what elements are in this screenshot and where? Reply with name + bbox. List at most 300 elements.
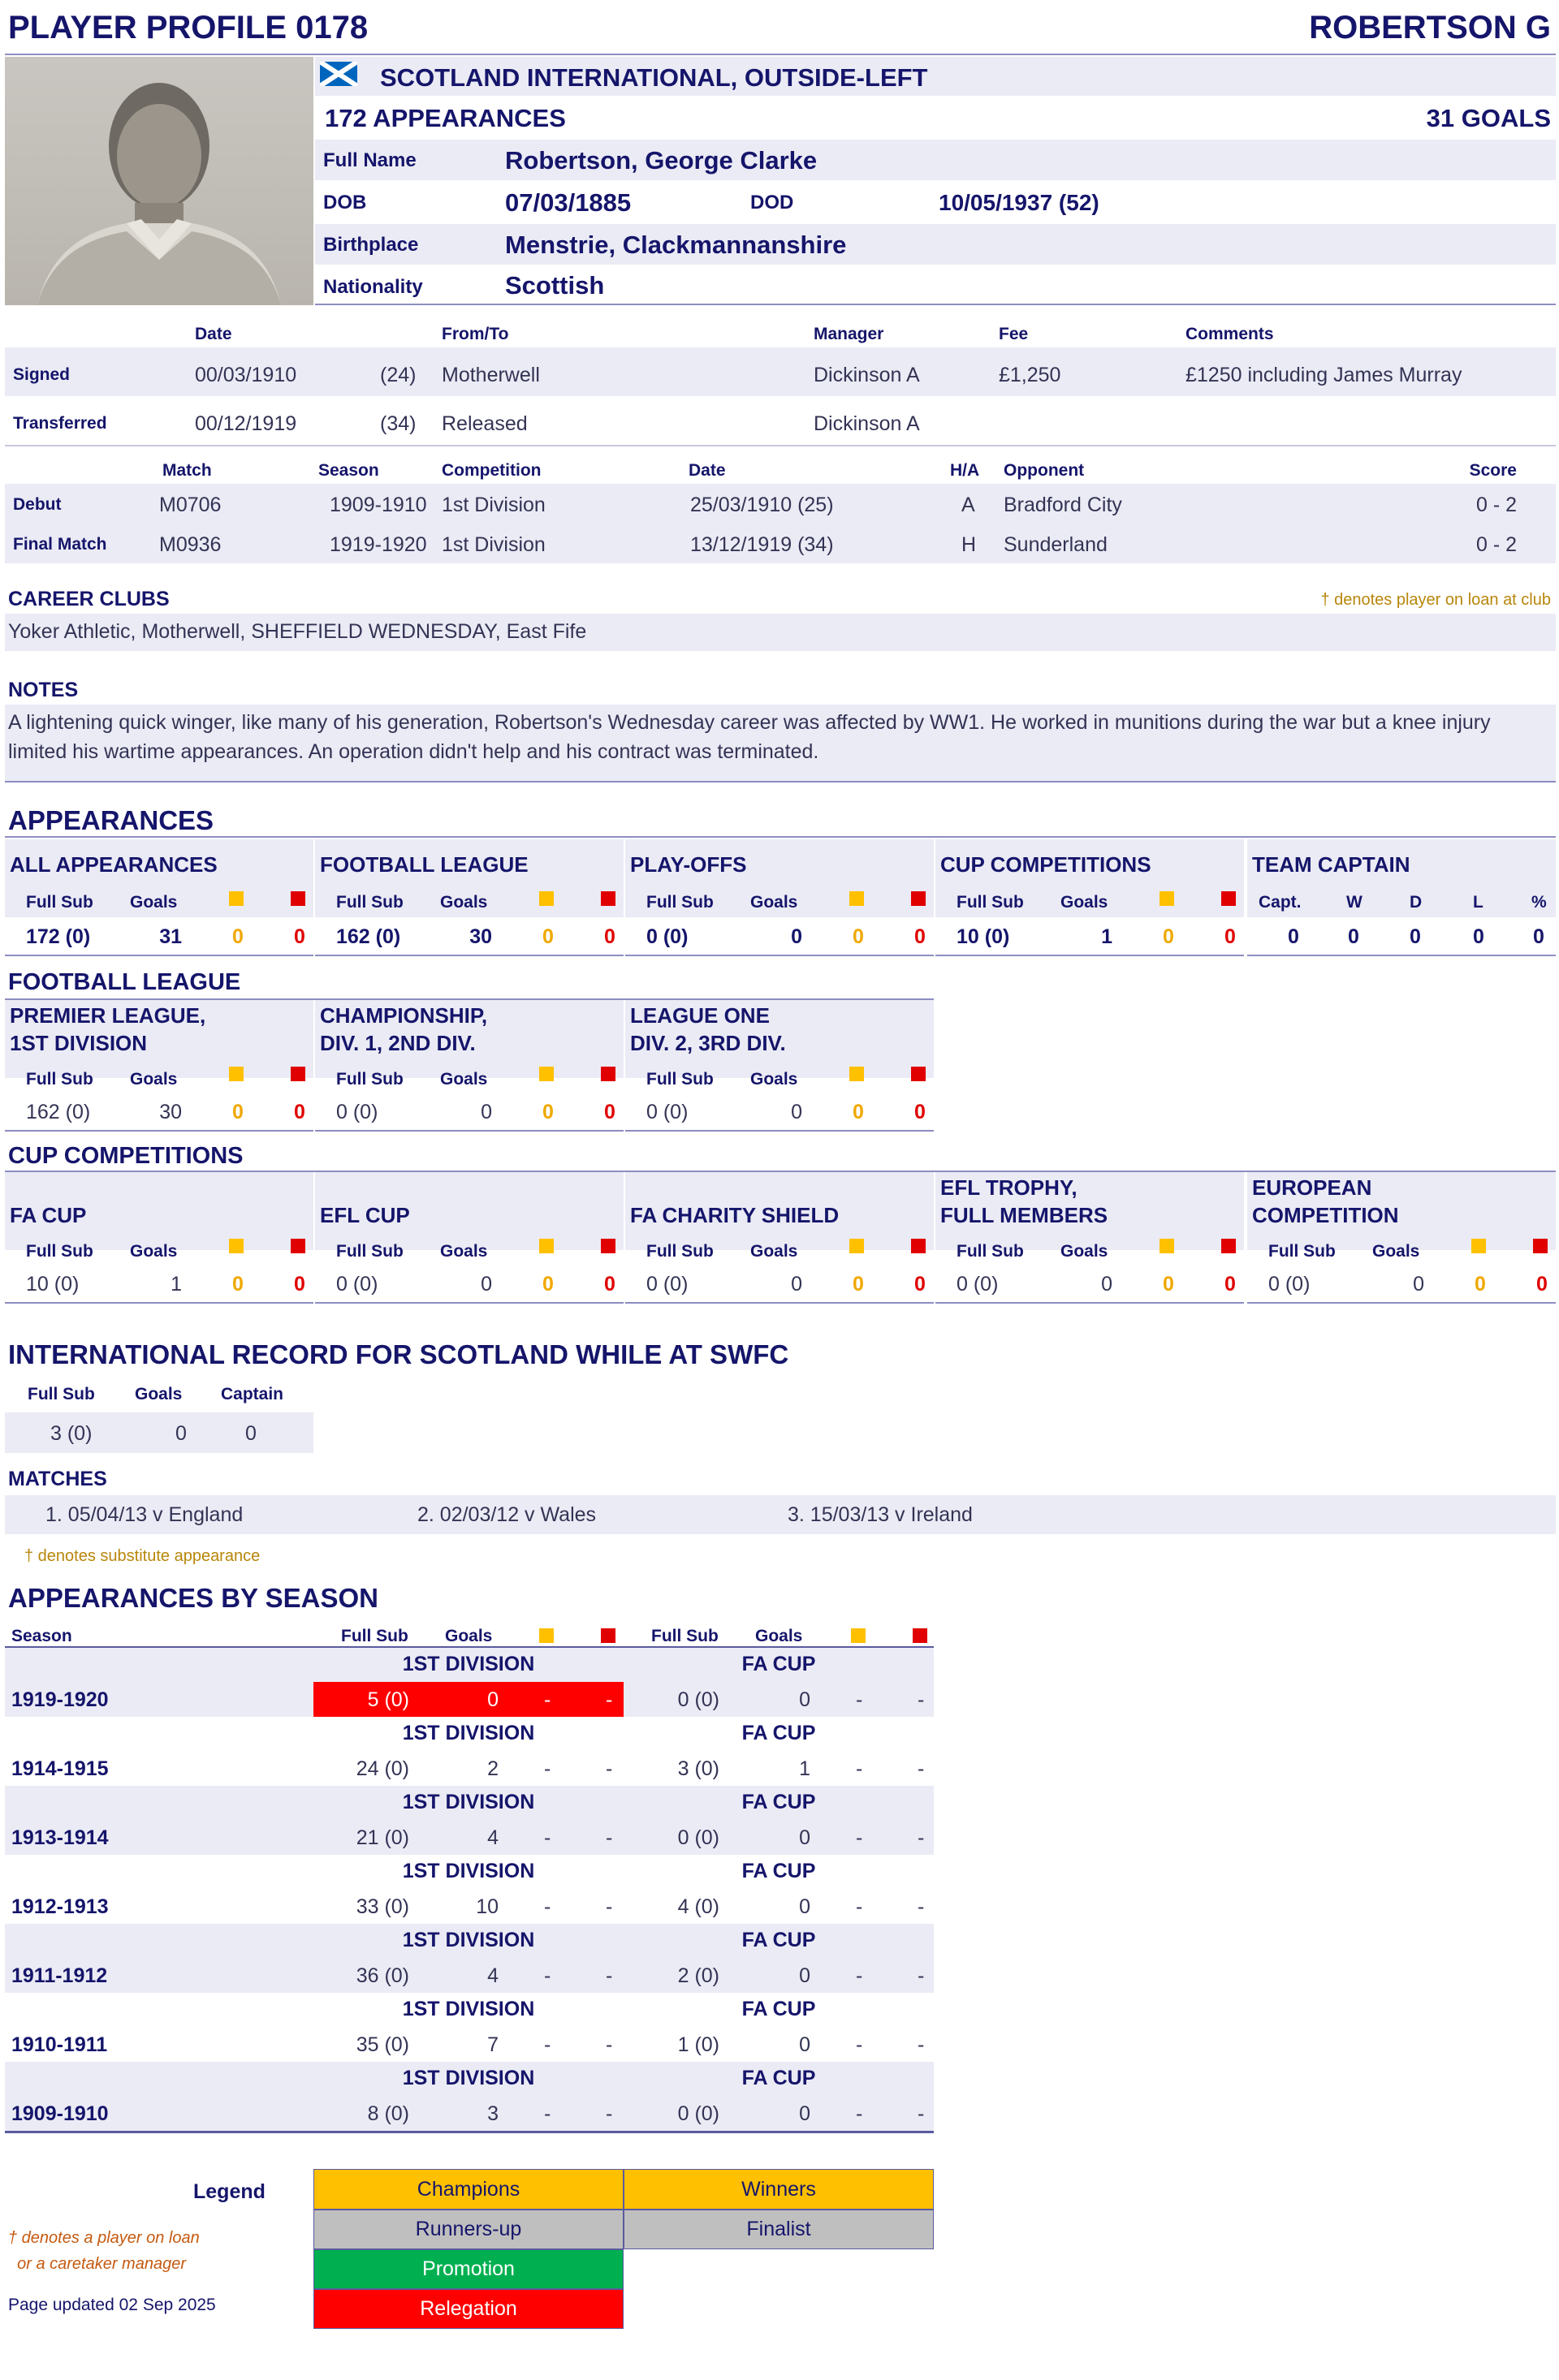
red-cards-value: 0 [604,925,615,948]
league-yellow: - [544,2102,551,2125]
stat-block [5,1172,313,1304]
yellow-card-icon [229,1067,244,1081]
apps-value: 0 (0) [646,1101,689,1123]
loan-note: † denotes player on loan at club [1320,591,1551,609]
cup-apps: 0 (0) [677,2102,719,2125]
apps-value: 162 (0) [336,925,401,948]
goals-header: Goals [750,893,798,912]
cup-red: - [918,1826,925,1849]
red-cards-value: 0 [914,1273,926,1296]
yellow-cards-value: 0 [1163,1273,1174,1296]
birthplace-row [315,224,1556,265]
cup-competition: FA CUP [741,1860,816,1882]
captain-l-header: L [1473,893,1483,912]
legend-title: Legend [193,2180,266,2203]
apps-value: 162 (0) [26,1101,91,1123]
yellow-card-icon [1471,1239,1486,1253]
dob-label: DOB [323,192,367,213]
full-sub-header: Full Sub [646,1242,714,1261]
cup-apps: 0 (0) [677,1688,719,1711]
stat-block-title-1: LEAGUE ONE [630,1003,770,1028]
league-goals: 3 [487,2102,499,2125]
stat-block [625,839,934,956]
league-red: - [606,1895,613,1918]
intl-match: 1. 05/04/13 v England [45,1503,244,1526]
league-yellow: - [544,1826,551,1849]
red-cards-value: 0 [294,1101,305,1123]
legend-finalist: Finalist [624,2210,934,2249]
yellow-cards-value: 0 [853,925,864,948]
intl-record-row [5,1412,313,1453]
match-season: 1919-1920 [330,533,427,556]
by-season-bottom-rule [5,2131,934,2133]
apps-value: 172 (0) [26,925,91,948]
notes-body [5,705,1556,783]
full-sub-header: Full Sub [957,893,1024,912]
stat-block-title-2: COMPETITION [1252,1203,1399,1227]
transfer-manager: Dickinson A [814,412,920,435]
football-league-rule [5,998,934,1000]
intl-captain-header: Captain [221,1385,284,1403]
match-season: 1909-1910 [330,494,427,516]
yellow-card-icon [229,1239,244,1253]
intl-apps: 3 (0) [50,1422,93,1445]
stat-block-title: FOOTBALL LEAGUE [320,852,529,877]
match-opponent-header: Opponent [1004,461,1085,480]
match-competition-header: Competition [442,461,542,480]
player-short-name: ROBERTSON G [1309,10,1551,45]
league-yellow: - [544,2033,551,2056]
goals-header: Goals [130,1242,178,1261]
red-card-icon [291,891,305,906]
full-sub-header: Full Sub [646,893,714,912]
goals-header: Goals [1060,893,1108,912]
full-sub-header: Full Sub [26,1242,93,1261]
career-clubs-row [5,614,1556,651]
cup-goals-header: Goals [755,1627,803,1645]
league-goals: 7 [487,2033,499,2056]
cup-goals: 0 [799,1826,810,1849]
transfer-row-signed [5,347,1556,396]
match-score-header: Score [1469,461,1517,480]
league-apps: 35 (0) [356,2033,409,2056]
cup-red: - [918,1757,925,1780]
season-row [5,1993,934,2062]
cup-red: - [918,1964,925,1987]
legend-loan-note-2: or a caretaker manager [8,2255,186,2273]
stat-block-title: ALL APPEARANCES [10,852,218,877]
match-date-header: Date [689,461,726,480]
stat-block [315,1172,624,1304]
full-sub-header: Full Sub [336,1070,404,1089]
season-label: 1909-1910 [11,2102,109,2125]
red-card-icon [1221,1239,1236,1253]
legend-promotion: Promotion [313,2249,624,2289]
league-apps: 5 (0) [367,1688,409,1711]
full-sub-header: Full Sub [26,893,93,912]
captain-capt-header: Capt. [1259,893,1302,912]
yellow-card-icon [539,1239,554,1253]
red-card-icon [601,891,615,906]
match-id: M0936 [159,533,222,556]
match-ha: H [961,533,977,556]
league-full-sub-header: Full Sub [341,1627,408,1645]
transfer-fee: £1,250 [999,364,1061,386]
yellow-cards-value: 0 [232,1101,244,1123]
intl-goals: 0 [175,1422,187,1445]
season-row [5,1648,934,1717]
season-label: 1910-1911 [11,2033,108,2056]
stat-block-title-1: PREMIER LEAGUE, [10,1003,206,1028]
league-red: - [606,1688,613,1711]
cup-red: - [918,2033,925,2056]
cup-goals: 0 [799,1964,810,1987]
league-yellow: - [544,1895,551,1918]
season-label: 1912-1913 [11,1895,109,1918]
goals-header: Goals [750,1070,798,1089]
yellow-cards-value: 0 [853,1101,864,1123]
red-card-icon [911,891,926,906]
league-goals: 0 [487,1688,499,1711]
nationality-label: Nationality [323,276,423,298]
league-apps: 36 (0) [356,1964,409,1987]
transfer-comments-header: Comments [1185,325,1274,343]
intl-matches-title: MATCHES [8,1468,107,1490]
legend-champions: Champions [313,2169,624,2210]
stat-block [315,1000,624,1132]
league-apps: 8 (0) [367,2102,409,2125]
captain-d-header: D [1410,893,1423,912]
full-sub-header: Full Sub [646,1070,714,1089]
league-competition: 1ST DIVISION [402,1860,535,1882]
yellow-cards-value: 0 [232,1273,244,1296]
match-id-header: Match [162,461,212,480]
league-yellow: - [544,1964,551,1987]
goals-value: 0 [481,1101,492,1123]
full-sub-header: Full Sub [1268,1242,1336,1261]
captain-capt-value: 0 [1288,925,1299,948]
stat-block-title-1: EFL TROPHY, [940,1175,1077,1200]
international-title: INTERNATIONAL RECORD FOR SCOTLAND WHILE AT SWFC [8,1339,789,1369]
apps-value: 0 (0) [646,1273,689,1296]
notes-line-2: limited his wartime appearances. An operation didn't help and his contract was terminated. [8,740,819,763]
red-cards-value: 0 [1224,1273,1236,1296]
apps-value: 0 (0) [336,1101,378,1123]
full-sub-header: Full Sub [336,1242,404,1261]
cup-competition: FA CUP [741,2067,816,2089]
stat-block [5,1000,313,1132]
cup-red: - [918,1688,925,1711]
league-apps: 21 (0) [356,1826,409,1849]
league-competition: 1ST DIVISION [402,1722,535,1744]
yellow-card-icon [851,1628,866,1643]
league-red: - [606,1757,613,1780]
transfer-age: (24) [380,364,417,386]
league-competition: 1ST DIVISION [402,1998,535,2020]
league-goals: 10 [476,1895,499,1918]
league-competition: 1ST DIVISION [402,2067,535,2089]
cup-yellow: - [856,1757,863,1780]
stat-block-title-2: FA CHARITY SHIELD [630,1203,840,1227]
dob-row [315,182,1556,222]
goals-value: 1 [1101,925,1112,948]
match-row-label: Final Match [13,535,107,554]
yellow-cards-value: 0 [1475,1273,1486,1296]
header-rule [5,54,1556,55]
dod-label: DOD [750,192,794,213]
red-cards-value: 0 [294,925,305,948]
stat-block-title-1: CHAMPIONSHIP, [320,1003,488,1028]
season-label: 1914-1915 [11,1757,109,1780]
league-yellow: - [544,1757,551,1780]
goals-value: 30 [469,925,492,948]
yellow-card-icon [849,1067,864,1081]
red-card-icon [913,1628,927,1643]
page-title: PLAYER PROFILE 0178 [8,10,369,45]
apps-value: 0 (0) [336,1273,378,1296]
intl-goals-header: Goals [135,1385,183,1403]
league-competition: 1ST DIVISION [402,1791,535,1813]
transfer-manager-header: Manager [814,325,884,343]
stat-block-title-2: FA CUP [10,1203,87,1227]
dob-value: 07/03/1885 [505,188,632,217]
goals-value: 30 [159,1101,182,1123]
yellow-cards-value: 0 [542,1101,554,1123]
full-name-value: Robertson, George Clarke [505,146,818,175]
league-goals: 4 [487,1964,499,1987]
yellow-card-icon [1160,891,1174,906]
season-row [5,1855,934,1924]
cup-competition: FA CUP [741,1722,816,1744]
red-cards-value: 0 [914,1101,926,1123]
match-opponent: Bradford City [1004,494,1122,516]
goals-value: 0 [791,925,802,948]
red-cards-value: 0 [604,1101,615,1123]
cup-apps: 0 (0) [677,1826,719,1849]
transfer-row-transferred [5,396,1556,445]
matches-table [5,484,1556,563]
red-cards-value: 0 [294,1273,305,1296]
match-row-debut [5,484,1556,524]
captain-d-value: 0 [1410,925,1421,948]
intl-sub-note: † denotes substitute appearance [24,1547,261,1565]
cup-apps: 4 (0) [677,1895,719,1918]
cup-goals: 0 [799,1688,810,1711]
yellow-cards-value: 0 [1163,925,1174,948]
captain-w-header: W [1346,893,1363,912]
total-appearances: 172 APPEARANCES [325,104,566,132]
red-card-icon [291,1067,305,1081]
relegation-highlight [313,1682,624,1717]
season-row [5,1717,934,1786]
season-label: 1911-1912 [11,1964,108,1987]
yellow-cards-value: 0 [853,1273,864,1296]
red-cards-value: 0 [1536,1273,1548,1296]
cup-yellow: - [856,1688,863,1711]
cup-red: - [918,1895,925,1918]
page-updated: Page updated 02 Sep 2025 [8,2296,216,2314]
apps-value: 0 (0) [646,925,689,948]
cup-competition: FA CUP [741,1998,816,2020]
league-apps: 33 (0) [356,1895,409,1918]
captain-pct-header: % [1531,893,1547,912]
goals-header: Goals [1372,1242,1420,1261]
captain-pct-value: 0 [1533,925,1544,948]
yellow-card-icon [539,891,554,906]
match-date: 25/03/1910 (25) [690,494,834,516]
birthplace-value: Menstrie, Clackmannanshire [505,231,847,259]
goals-header: Goals [440,1242,488,1261]
match-ha-header: H/A [950,461,980,480]
league-red: - [606,1964,613,1987]
goals-header: Goals [750,1242,798,1261]
match-opponent: Sunderland [1004,533,1108,556]
match-competition: 1st Division [442,533,546,556]
stat-block-title-2: FULL MEMBERS [940,1203,1108,1227]
apps-value: 10 (0) [26,1273,80,1296]
match-competition: 1st Division [442,494,546,516]
birthplace-label: Birthplace [323,234,419,256]
stat-block-title-2: EFL CUP [320,1203,410,1227]
cup-competition: FA CUP [741,1791,816,1813]
season-row [5,1786,934,1855]
stat-block-title: PLAY-OFFS [630,852,747,877]
stat-block [935,1172,1244,1304]
match-id: M0706 [159,494,222,516]
nationality-row [315,266,1556,305]
transfer-age: (34) [380,412,417,435]
goals-value: 0 [481,1273,492,1296]
stat-block [1247,1172,1556,1304]
league-competition: 1ST DIVISION [402,1653,535,1675]
goals-header: Goals [130,1070,178,1089]
league-red: - [606,1826,613,1849]
red-cards-value: 0 [1224,925,1236,948]
total-goals: 31 GOALS [1426,104,1551,132]
stat-block [5,839,313,956]
match-date: 13/12/1919 (34) [690,533,834,556]
red-card-icon [601,1239,615,1253]
red-card-icon [291,1239,305,1253]
yellow-card-icon [539,1067,554,1081]
league-yellow: - [544,1688,551,1711]
cup-yellow: - [856,2033,863,2056]
cup-competitions-title: CUP COMPETITIONS [8,1143,244,1169]
red-card-icon [911,1239,926,1253]
football-league-title: FOOTBALL LEAGUE [8,969,241,995]
player-photo [5,57,313,305]
team-captain-title: TEAM CAPTAIN [1252,852,1410,877]
cup-full-sub-header: Full Sub [651,1627,719,1645]
season-row [5,1924,934,1993]
legend-winners: Winners [624,2169,934,2210]
season-header: Season [11,1627,72,1645]
goals-value: 0 [791,1273,802,1296]
transfers-table [5,347,1556,445]
stat-block [315,839,624,956]
player-portrait-icon [5,57,313,305]
cup-competitions-rule [5,1171,1556,1172]
transfer-fee-header: Fee [999,325,1029,343]
full-sub-header: Full Sub [26,1070,93,1089]
legend-loan-note-1: † denotes a player on loan [8,2229,200,2247]
league-apps: 24 (0) [356,1757,409,1780]
full-name-row [315,140,1556,180]
goals-value: 0 [791,1101,802,1123]
league-goals-header: Goals [445,1627,493,1645]
yellow-card-icon [229,891,244,906]
apps-value: 0 (0) [1268,1273,1311,1296]
goals-value: 1 [171,1273,182,1296]
legend-runners-up: Runners-up [313,2210,624,2249]
league-goals: 4 [487,1826,499,1849]
goals-value: 0 [1101,1273,1112,1296]
stat-block-title-2: 1ST DIVISION [10,1031,148,1055]
appearances-title: APPEARANCES [8,805,214,835]
transfer-date: 00/12/1919 [195,412,297,435]
international-status: SCOTLAND INTERNATIONAL, OUTSIDE-LEFT [380,63,928,92]
stat-block-title-2: DIV. 2, 3RD DIV. [630,1031,786,1055]
totals-row [315,97,1556,138]
yellow-cards-value: 0 [232,925,244,948]
stat-block-title-1: EUROPEAN [1252,1175,1372,1200]
stat-block-title: CUP COMPETITIONS [940,852,1151,877]
appearances-rule [5,836,1556,838]
intl-full-sub-header: Full Sub [28,1385,95,1403]
transfer-comments: £1250 including James Murray [1185,364,1462,386]
cup-yellow: - [856,1895,863,1918]
international-row [315,57,1556,96]
apps-value: 10 (0) [957,925,1010,948]
cup-apps: 3 (0) [677,1757,719,1780]
season-row [5,2062,934,2131]
goals-header: Goals [440,1070,488,1089]
notes-line-1: A lightening quick winger, like many of his generation, Robertson's Wednesday career was affected by WW1. He worked in munitions during the war but a knee injury [8,711,1491,734]
transfer-row-label: Transferred [13,414,107,433]
stat-block [625,1000,934,1132]
cup-goals: 0 [799,2102,810,2125]
red-card-icon [1221,891,1236,906]
transfer-date-header: Date [195,325,232,343]
stat-block [625,1172,934,1304]
intl-match: 2. 02/03/12 v Wales [417,1503,597,1526]
intl-matches-row [5,1495,1556,1534]
intl-match: 3. 15/03/13 v Ireland [788,1503,973,1526]
transfer-row-label: Signed [13,365,71,384]
yellow-card-icon [849,891,864,906]
cup-goals: 1 [799,1757,810,1780]
cup-apps: 1 (0) [677,2033,719,2056]
goals-value: 0 [1413,1273,1424,1296]
match-score: 0 - 2 [1475,494,1517,516]
by-season-title: APPEARANCES BY SEASON [8,1583,378,1613]
nationality-value: Scottish [505,271,605,300]
captain-w-value: 0 [1348,925,1359,948]
apps-value: 0 (0) [957,1273,999,1296]
transfer-from-to: Motherwell [442,364,540,386]
full-name-label: Full Name [323,149,417,171]
cup-yellow: - [856,1826,863,1849]
notes-title: NOTES [8,679,79,701]
cup-yellow: - [856,1964,863,1987]
red-card-icon [911,1067,926,1081]
career-clubs-title: CAREER CLUBS [8,588,170,610]
goals-header: Goals [130,893,178,912]
goals-header: Goals [440,893,488,912]
league-competition: 1ST DIVISION [402,1929,535,1951]
red-card-icon [601,1067,615,1081]
season-label: 1913-1914 [11,1826,109,1849]
